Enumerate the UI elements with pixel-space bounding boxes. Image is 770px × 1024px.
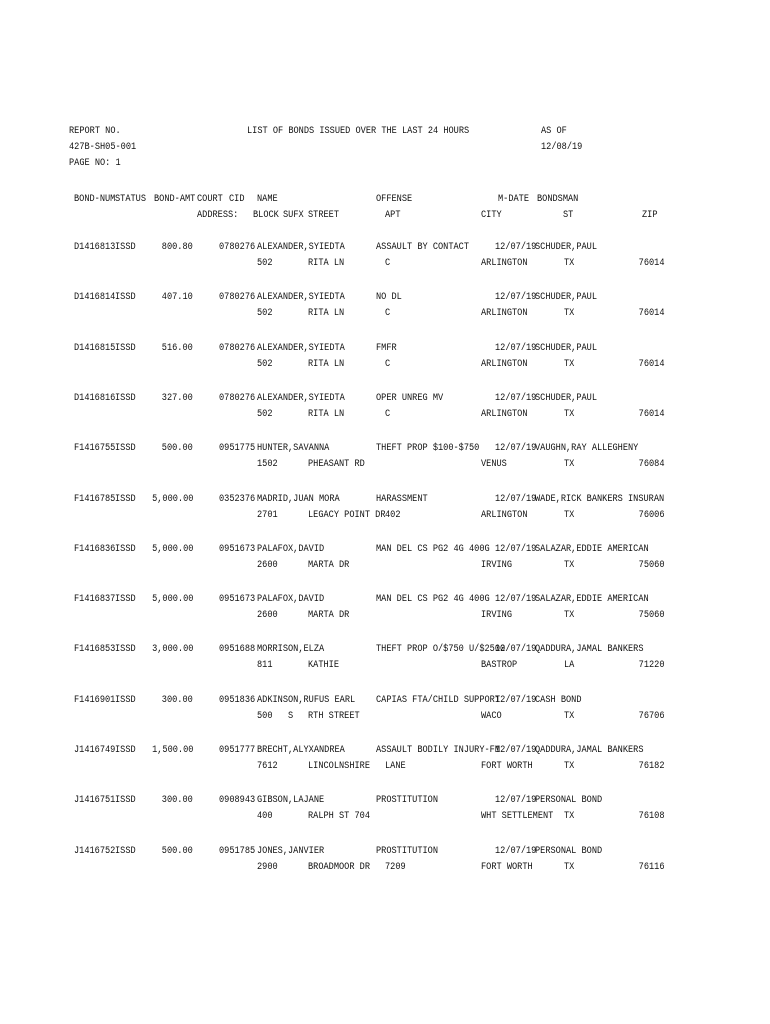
col-offense: OFFENSE (376, 193, 413, 205)
m-date: 12/07/19 (495, 442, 537, 454)
address-zip: 76006 (639, 509, 665, 521)
bondsman: SCHUDER,PAUL (535, 291, 598, 303)
address-state: TX (564, 458, 575, 470)
bond-status: ISSD (115, 241, 136, 253)
offense: MAN DEL CS PG2 4G 400G (376, 543, 490, 555)
bond-number: D1416813 (74, 241, 116, 253)
defendant-name: PALAFOX,DAVID (257, 593, 325, 605)
address-zip: 76014 (639, 257, 665, 269)
bondsman: PERSONAL BOND (535, 845, 603, 857)
address-block: 400 (257, 810, 273, 822)
address-state: TX (564, 257, 575, 269)
address-block: 502 (257, 358, 273, 370)
m-date: 12/07/19 (495, 543, 537, 555)
address-state: TX (564, 810, 575, 822)
report-title: LIST OF BONDS ISSUED OVER THE LAST 24 HOURS (247, 125, 470, 137)
defendant-name: JONES,JANVIER (257, 845, 325, 857)
m-date: 12/07/19 (495, 392, 537, 404)
defendant-name: ALEXANDER,SYIEDTA (257, 241, 345, 253)
cid: 0780276 (219, 342, 256, 354)
bond-amount: 300.00 (161, 794, 193, 806)
address-street: KATHIE (308, 659, 340, 671)
bond-number: F1416836 (74, 543, 116, 555)
address-city: ARLINGTON (481, 509, 528, 521)
address-sufx: S (288, 710, 294, 722)
cid: 0780276 (219, 241, 256, 253)
col-m-date: M-DATE (498, 193, 530, 205)
bond-status: ISSD (115, 845, 136, 857)
bond-amount: 1,500.00 (151, 744, 193, 756)
bondsman: SALAZAR,EDDIE AMERICAN (535, 593, 649, 605)
bondsman: WADE,RICK BANKERS INSURAN (535, 493, 665, 505)
defendant-name: GIBSON,LAJANE (257, 794, 325, 806)
address-city: ARLINGTON (481, 257, 528, 269)
address-city: ARLINGTON (481, 307, 528, 319)
cid: 0908943 (219, 794, 256, 806)
bond-status: ISSD (115, 342, 136, 354)
address-zip: 71220 (639, 659, 665, 671)
bond-amount: 516.00 (161, 342, 193, 354)
bond-number: J1416749 (74, 744, 116, 756)
bond-status: ISSD (115, 392, 136, 404)
as-of-label: AS OF (541, 125, 567, 137)
m-date: 12/07/19 (495, 643, 537, 655)
address-street: RITA LN (308, 257, 345, 269)
offense: THEFT PROP O/$750 U/$2500 (376, 643, 506, 655)
address-block: 502 (257, 408, 273, 420)
address-street: LINCOLNSHIRE (308, 760, 371, 772)
offense: CAPIAS FTA/CHILD SUPPORT (376, 694, 501, 706)
bond-number: D1416814 (74, 291, 116, 303)
cid: 0951836 (219, 694, 256, 706)
cid: 0951785 (219, 845, 256, 857)
address-state: TX (564, 710, 575, 722)
bond-amount: 5,000.00 (151, 493, 193, 505)
address-block: 502 (257, 307, 273, 319)
address-block: 502 (257, 257, 273, 269)
offense: PROSTITUTION (376, 845, 439, 857)
offense: ASSAULT BY CONTACT (376, 241, 470, 253)
address-street: RALPH ST 704 (308, 810, 371, 822)
col-cid: CID (229, 193, 245, 205)
m-date: 12/07/19 (495, 593, 537, 605)
cid: 0951777 (219, 744, 256, 756)
cid: 0780276 (219, 291, 256, 303)
bondsman: QADDURA,JAMAL BANKERS (535, 643, 644, 655)
offense: ASSAULT BODILY INJURY-FM (376, 744, 501, 756)
address-street: MARTA DR (308, 559, 350, 571)
address-city: WACO (481, 710, 502, 722)
address-apt: 7209 (385, 861, 406, 873)
col-address: ADDRESS: (197, 209, 239, 221)
m-date: 12/07/19 (495, 241, 537, 253)
m-date: 12/07/19 (495, 694, 537, 706)
cid: 0780276 (219, 392, 256, 404)
bond-status: ISSD (115, 694, 136, 706)
bondsman: QADDURA,JAMAL BANKERS (535, 744, 644, 756)
address-apt: C (385, 358, 391, 370)
col-block: BLOCK (253, 209, 279, 221)
page-number: PAGE NO: 1 (69, 157, 121, 169)
defendant-name: MORRISON,ELZA (257, 643, 325, 655)
bondsman: CASH BOND (535, 694, 582, 706)
address-zip: 76084 (639, 458, 665, 470)
address-zip: 76108 (639, 810, 665, 822)
address-zip: 76014 (639, 358, 665, 370)
address-zip: 76182 (639, 760, 665, 772)
report-no-label: REPORT NO. (69, 125, 121, 137)
address-state: LA (564, 659, 575, 671)
bond-number: F1416837 (74, 593, 116, 605)
bond-amount: 5,000.00 (151, 543, 193, 555)
defendant-name: MADRID,JUAN MORA (257, 493, 340, 505)
address-zip: 76116 (639, 861, 665, 873)
bondsman: SCHUDER,PAUL (535, 241, 598, 253)
defendant-name: ALEXANDER,SYIEDTA (257, 392, 345, 404)
report-no: 427B-SH05-001 (69, 141, 137, 153)
bond-amount: 3,000.00 (151, 643, 193, 655)
bond-status: ISSD (115, 794, 136, 806)
cid: 0951673 (219, 593, 256, 605)
m-date: 12/07/19 (495, 744, 537, 756)
defendant-name: ADKINSON,RUFUS EARL (257, 694, 356, 706)
bond-amount: 500.00 (161, 845, 193, 857)
bond-status: ISSD (115, 643, 136, 655)
bond-status: ISSD (115, 291, 136, 303)
address-apt: LANE (385, 760, 406, 772)
defendant-name: HUNTER,SAVANNA (257, 442, 330, 454)
bond-status: ISSD (115, 593, 136, 605)
address-street: RITA LN (308, 358, 345, 370)
address-block: 811 (257, 659, 273, 671)
address-city: BASTROP (481, 659, 518, 671)
defendant-name: ALEXANDER,SYIEDTA (257, 342, 345, 354)
address-apt: C (385, 257, 391, 269)
col-bondsman: BONDSMAN (537, 193, 579, 205)
cid: 0951688 (219, 643, 256, 655)
address-city: ARLINGTON (481, 408, 528, 420)
offense: PROSTITUTION (376, 794, 439, 806)
col-apt: APT (385, 209, 401, 221)
address-city: FORT WORTH (481, 861, 533, 873)
address-state: TX (564, 408, 575, 420)
m-date: 12/07/19 (495, 794, 537, 806)
address-city: VENUS (481, 458, 507, 470)
bond-amount: 800.80 (161, 241, 193, 253)
bondsman: SCHUDER,PAUL (535, 392, 598, 404)
bond-amount: 500.00 (161, 442, 193, 454)
bond-amount: 300.00 (161, 694, 193, 706)
col-street: STREET (308, 209, 340, 221)
col-status: STATUS (115, 193, 147, 205)
col-bond-amt: BOND-AMT (154, 193, 196, 205)
address-apt: 402 (385, 509, 401, 521)
address-city: ARLINGTON (481, 358, 528, 370)
bond-number: D1416816 (74, 392, 116, 404)
defendant-name: BRECHT,ALYXANDREA (257, 744, 345, 756)
address-state: TX (564, 509, 575, 521)
offense: HARASSMENT (376, 493, 428, 505)
bond-number: F1416853 (74, 643, 116, 655)
address-state: TX (564, 307, 575, 319)
as-of-date: 12/08/19 (541, 141, 583, 153)
bond-status: ISSD (115, 543, 136, 555)
address-block: 2701 (257, 509, 278, 521)
bond-status: ISSD (115, 442, 136, 454)
address-street: RTH STREET (308, 710, 360, 722)
address-zip: 75060 (639, 609, 665, 621)
address-city: FORT WORTH (481, 760, 533, 772)
address-block: 1502 (257, 458, 278, 470)
offense: NO DL (376, 291, 402, 303)
cid: 0951775 (219, 442, 256, 454)
address-state: TX (564, 559, 575, 571)
bondsman: VAUGHN,RAY ALLEGHENY (535, 442, 639, 454)
address-city: WHT SETTLEMENT (481, 810, 554, 822)
bondsman: SCHUDER,PAUL (535, 342, 598, 354)
col-court: COURT (197, 193, 223, 205)
address-zip: 76014 (639, 408, 665, 420)
bond-number: F1416785 (74, 493, 116, 505)
address-street: PHEASANT RD (308, 458, 365, 470)
address-street: MARTA DR (308, 609, 350, 621)
col-bond-num: BOND-NUM (74, 193, 116, 205)
address-apt: C (385, 408, 391, 420)
bondsman: PERSONAL BOND (535, 794, 603, 806)
bond-amount: 5,000.00 (151, 593, 193, 605)
address-city: IRVING (481, 609, 513, 621)
bondsman: SALAZAR,EDDIE AMERICAN (535, 543, 649, 555)
bond-number: J1416752 (74, 845, 116, 857)
offense: MAN DEL CS PG2 4G 400G (376, 593, 490, 605)
address-block: 2600 (257, 559, 278, 571)
bond-number: J1416751 (74, 794, 116, 806)
cid: 0352376 (219, 493, 256, 505)
address-street: RITA LN (308, 307, 345, 319)
defendant-name: ALEXANDER,SYIEDTA (257, 291, 345, 303)
address-block: 500 (257, 710, 273, 722)
address-street: BROADMOOR DR (308, 861, 371, 873)
bond-number: F1416901 (74, 694, 116, 706)
address-city: IRVING (481, 559, 513, 571)
address-zip: 76014 (639, 307, 665, 319)
address-street: RITA LN (308, 408, 345, 420)
bond-status: ISSD (115, 493, 136, 505)
bond-status: ISSD (115, 744, 136, 756)
cid: 0951673 (219, 543, 256, 555)
address-zip: 75060 (639, 559, 665, 571)
col-city: CITY (481, 209, 502, 221)
bond-number: F1416755 (74, 442, 116, 454)
offense: FMFR (376, 342, 397, 354)
m-date: 12/07/19 (495, 845, 537, 857)
bond-amount: 327.00 (161, 392, 193, 404)
col-st: ST (563, 209, 574, 221)
col-sufx: SUFX (283, 209, 304, 221)
m-date: 12/07/19 (495, 493, 537, 505)
address-apt: C (385, 307, 391, 319)
address-block: 2900 (257, 861, 278, 873)
address-state: TX (564, 609, 575, 621)
col-zip: ZIP (642, 209, 658, 221)
address-state: TX (564, 760, 575, 772)
m-date: 12/07/19 (495, 342, 537, 354)
offense: THEFT PROP $100-$750 (376, 442, 480, 454)
bond-amount: 407.10 (161, 291, 193, 303)
address-street: LEGACY POINT DR (308, 509, 386, 521)
address-zip: 76706 (639, 710, 665, 722)
address-state: TX (564, 358, 575, 370)
defendant-name: PALAFOX,DAVID (257, 543, 325, 555)
address-block: 7612 (257, 760, 278, 772)
offense: OPER UNREG MV (376, 392, 444, 404)
address-state: TX (564, 861, 575, 873)
address-block: 2600 (257, 609, 278, 621)
m-date: 12/07/19 (495, 291, 537, 303)
bond-number: D1416815 (74, 342, 116, 354)
col-name: NAME (257, 193, 278, 205)
